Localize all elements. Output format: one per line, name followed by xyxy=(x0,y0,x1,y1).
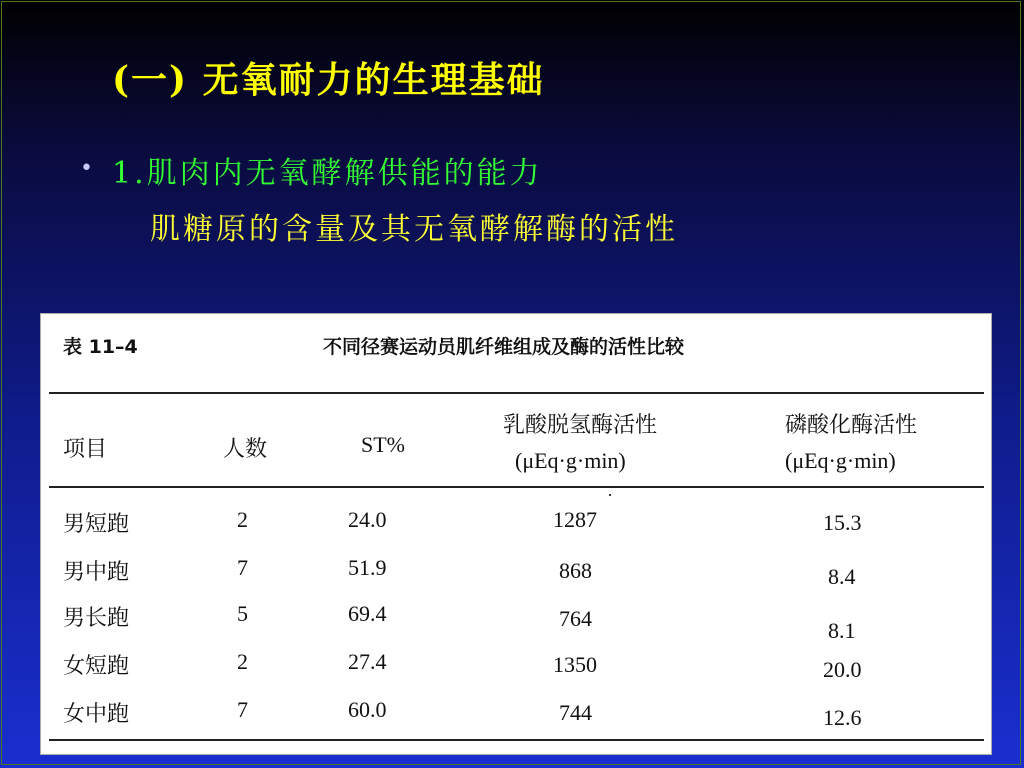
row-item: 女短跑 xyxy=(63,654,130,679)
row-count: 7 xyxy=(237,697,248,722)
header-phos-unit: (μEq·g·min) xyxy=(785,448,896,473)
row-count: 2 xyxy=(237,507,248,532)
stray-dot xyxy=(609,494,611,496)
table-bottom-rule xyxy=(49,739,984,741)
table-header-rule xyxy=(49,486,984,488)
enzyme-table-panel xyxy=(40,313,992,755)
row-st: 27.4 xyxy=(348,649,387,674)
row-count: 7 xyxy=(237,555,248,580)
bullet-heading: 1.肌肉内无氧酵解供能的能力 xyxy=(112,156,543,191)
row-st: 24.0 xyxy=(348,507,387,532)
row-st: 51.9 xyxy=(348,555,387,580)
table-title: 不同径赛运动员肌纤维组成及酶的活性比较 xyxy=(323,336,685,358)
row-ldh: 1287 xyxy=(553,507,597,532)
table-caption: 表 11–4 xyxy=(63,336,138,358)
row-phos: 8.1 xyxy=(828,618,856,643)
header-item: 项目 xyxy=(63,437,108,462)
row-phos: 8.4 xyxy=(828,564,856,589)
header-ldh-name: 乳酸脱氢酶活性 xyxy=(503,413,658,438)
bullet-marker: • xyxy=(80,156,93,181)
row-item: 女中跑 xyxy=(63,702,130,727)
slide-title: (一) 无氧耐力的生理基础 xyxy=(112,59,545,101)
row-ldh: 764 xyxy=(559,606,592,631)
row-ldh: 1350 xyxy=(553,652,597,677)
bullet-subline: 肌糖原的含量及其无氧酵解酶的活性 xyxy=(150,212,678,247)
header-count: 人数 xyxy=(223,437,268,462)
row-ldh: 868 xyxy=(559,558,592,583)
row-st: 60.0 xyxy=(348,697,387,722)
row-phos: 15.3 xyxy=(823,510,862,535)
row-item: 男长跑 xyxy=(63,606,130,631)
header-ldh-unit: (μEq·g·min) xyxy=(515,448,626,473)
table-top-rule xyxy=(49,392,984,394)
header-phos-name: 磷酸化酶活性 xyxy=(785,413,918,438)
row-phos: 12.6 xyxy=(823,705,862,730)
row-item: 男中跑 xyxy=(63,560,130,585)
row-phos: 20.0 xyxy=(823,657,862,682)
row-count: 5 xyxy=(237,601,248,626)
header-st: ST% xyxy=(361,432,405,457)
row-item: 男短跑 xyxy=(63,512,130,537)
row-ldh: 744 xyxy=(559,700,592,725)
row-st: 69.4 xyxy=(348,601,387,626)
row-count: 2 xyxy=(237,649,248,674)
